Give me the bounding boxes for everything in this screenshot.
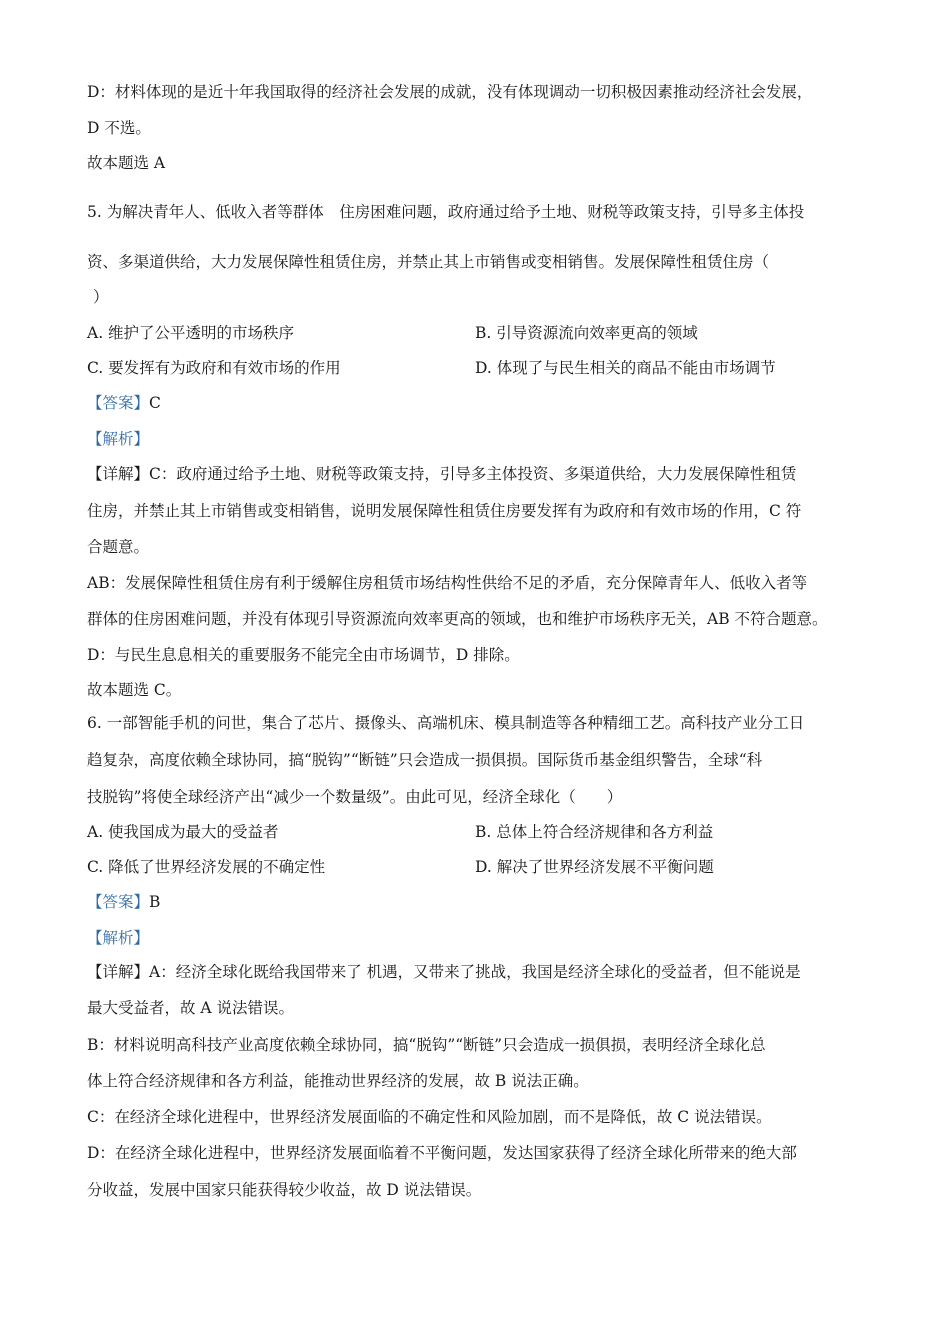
q6-analysis-tag: 【解析】 <box>87 929 150 947</box>
q5-stem-line2: 资、多渠道供给，大力发展保障性租赁住房，并禁止其上市销售或变相销售。发展保障性租赁住房（ <box>87 253 770 271</box>
q6-detail-line1: 【详解】A：经济全球化既给我国带来了 机遇，又带来了挑战，我国是经济全球化的受益者，但不能说是 <box>87 963 801 981</box>
q5-detail-line3: 合题意。 <box>87 538 150 556</box>
q6-stem-line2: 趋复杂，高度依赖全球协同，搞“脱钩”“断链”只会造成一损俱损。国际货币基金组织警告，全球“科 <box>87 751 763 769</box>
q5-detail-line1: 【详解】C：政府通过给予土地、财税等政策支持，引导多主体投资、多渠道供给，大力发展保障性租赁 <box>87 465 797 483</box>
q5-option-a: A. 维护了公平透明的市场秩序 <box>87 324 295 342</box>
q5-option-c: C. 要发挥有为政府和有效市场的作用 <box>87 359 341 377</box>
q5-stem-line3: ） <box>93 288 109 306</box>
prev-option-d-line2: D 不选。 <box>87 119 151 137</box>
q6-stem-line1: 6. 一部智能手机的问世，集合了芯片、摄像头、高端机床、模具制造等各种精细工艺。高科技产业分工日 <box>87 714 805 732</box>
q5-detail-line5: 群体的住房困难问题，并没有体现引导资源流向效率更高的领域，也和维护市场秩序无关，AB 不符合题意。 <box>87 610 828 628</box>
q5-detail-line6: D：与民生息息相关的重要服务不能完全由市场调节，D 排除。 <box>87 646 520 664</box>
q5-conclusion: 故本题选 C。 <box>87 681 182 699</box>
q6-detail-line4: 体上符合经济规律和各方利益，能推动世界经济的发展，故 B 说法正确。 <box>87 1072 589 1090</box>
q6-option-a: A. 使我国成为最大的受益者 <box>87 823 279 841</box>
q5-answer <box>87 393 161 413</box>
q6-detail-line7: 分收益，发展中国家只能获得较少收益，故 D 说法错误。 <box>87 1181 482 1199</box>
q6-detail-line6: D：在经济全球化进程中，世界经济发展面临着不平衡问题，发达国家获得了经济全球化所带来的绝大部 <box>87 1144 797 1162</box>
q6-option-d: D. 解决了世界经济发展不平衡问题 <box>475 858 714 876</box>
q5-detail-line2: 住房，并禁止其上市销售或变相销售，说明发展保障性租赁住房要发挥有为政府和有效市场的作用，C 符 <box>87 502 802 520</box>
q6-detail-line3: B：材料说明高科技产业高度依赖全球协同，搞“脱钩”“断链”只会造成一损俱损，表明经济全球化总 <box>87 1036 766 1054</box>
q6-answer-value: B <box>149 893 161 911</box>
q6-option-b: B. 总体上符合经济规律和各方利益 <box>475 823 714 841</box>
q6-answer <box>87 892 160 912</box>
q5-option-b: B. 引导资源流向效率更高的领域 <box>475 324 698 342</box>
prev-option-d-line1: D：材料体现的是近十年我国取得的经济社会发展的成就，没有体现调动一切积极因素推动经济社会发展， <box>87 83 813 101</box>
q5-stem-line1: 5. 为解决青年人、低收入者等群体 住房困难问题，政府通过给予土地、财税等政策支持，引导多主体投 <box>87 203 805 221</box>
q5-answer-tag: 【答案】 <box>87 394 150 412</box>
q6-answer-tag: 【答案】 <box>87 893 150 911</box>
q5-detail-line4: AB：发展保障性租赁住房有利于缓解住房租赁市场结构性供给不足的矛盾，充分保障青年人、低收入者等 <box>87 574 808 592</box>
q6-detail-line5: C：在经济全球化进程中，世界经济发展面临的不确定性和风险加剧，而不是降低，故 C 说法错误。 <box>87 1108 772 1126</box>
q5-analysis-tag: 【解析】 <box>87 430 150 448</box>
prev-conclusion: 故本题选 A <box>87 154 166 172</box>
q5-answer-value: C <box>149 394 161 412</box>
q5-option-d: D. 体现了与民生相关的商品不能由市场调节 <box>475 359 776 377</box>
q6-option-c: C. 降低了世界经济发展的不确定性 <box>87 858 326 876</box>
q6-detail-line2: 最大受益者，故 A 说法错误。 <box>87 999 295 1017</box>
q6-stem-line3: 技脱钩”将使全球经济产出“减少一个数量级”。由此可见，经济全球化（ ） <box>87 788 623 806</box>
